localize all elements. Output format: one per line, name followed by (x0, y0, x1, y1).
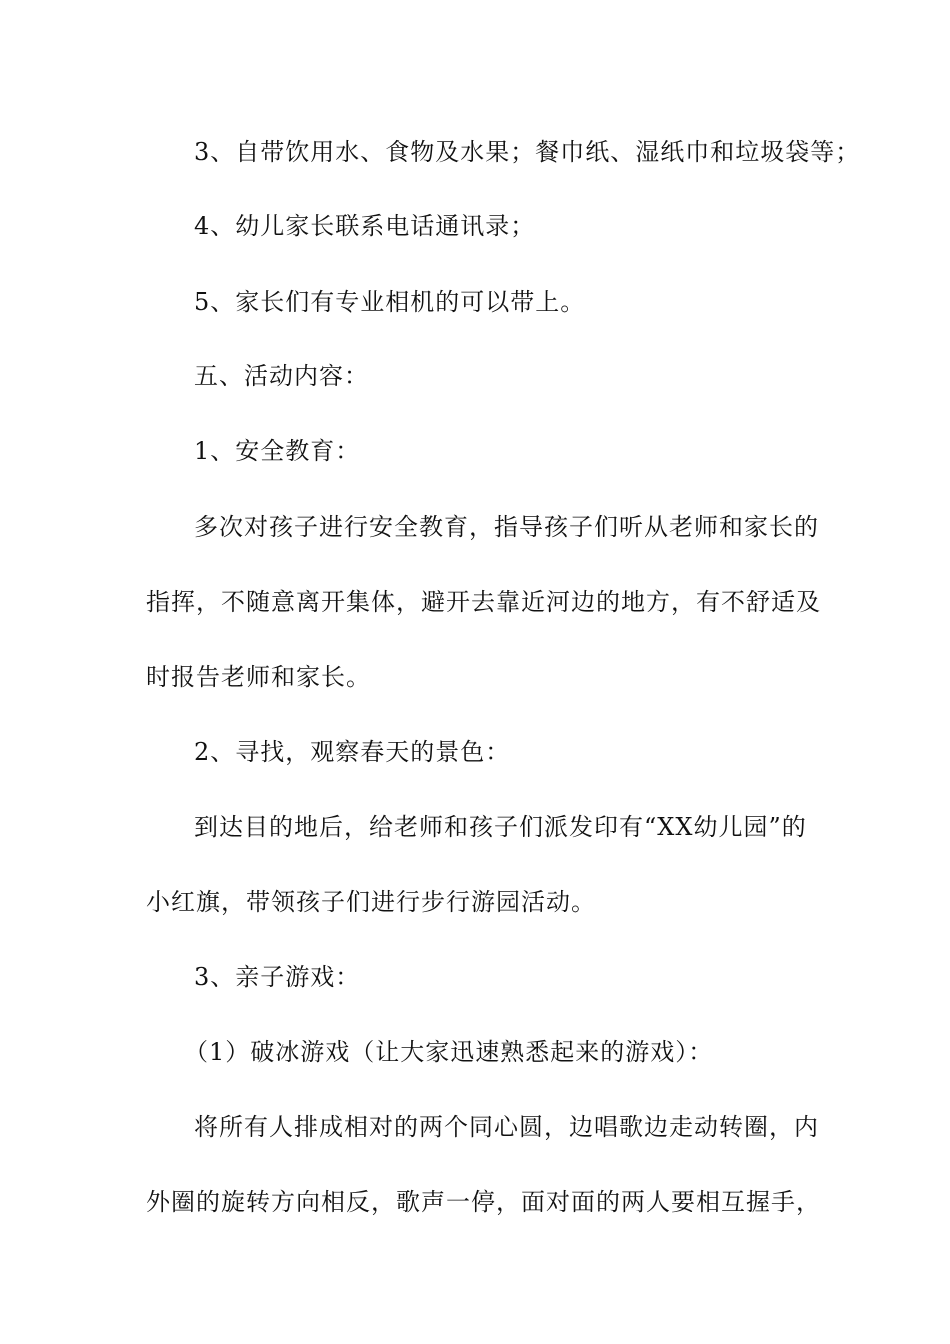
paragraph-game-line-2: 外圈的旋转方向相反，歌声一停，面对面的两人要相互握手， (146, 1188, 821, 1216)
subheading-spring-scenery: 2、寻找，观察春天的景色： (194, 738, 511, 766)
subheading-icebreaker-game: （1）破冰游戏（让大家迅速熟悉起来的游戏）： (184, 1038, 714, 1066)
paragraph-destination-line-2: 小红旗，带领孩子们进行步行游园活动。 (146, 888, 596, 916)
subheading-parent-child-games: 3、亲子游戏： (194, 963, 361, 991)
paragraph-safety-line-3: 时报告老师和家长。 (146, 663, 371, 691)
paragraph-destination-line-1: 到达目的地后，给老师和孩子们派发印有“XX幼儿园”的 (194, 813, 807, 841)
paragraph-safety-line-1: 多次对孩子进行安全教育，指导孩子们听从老师和家长的 (194, 513, 819, 541)
subheading-safety-education: 1、安全教育： (194, 437, 361, 465)
item-3-supplies: 3、自带饮用水、食物及水果；餐巾纸、湿纸巾和垃圾袋等； (194, 138, 861, 166)
section-heading-activity-content: 五、活动内容： (194, 362, 369, 390)
paragraph-game-line-1: 将所有人排成相对的两个同心圆，边唱歌边走动转圈，内 (194, 1113, 819, 1141)
item-4-contacts: 4、幼儿家长联系电话通讯录； (194, 212, 536, 240)
item-5-camera: 5、家长们有专业相机的可以带上。 (194, 288, 586, 316)
paragraph-safety-line-2: 指挥，不随意离开集体，避开去靠近河边的地方，有不舒适及 (146, 588, 821, 616)
